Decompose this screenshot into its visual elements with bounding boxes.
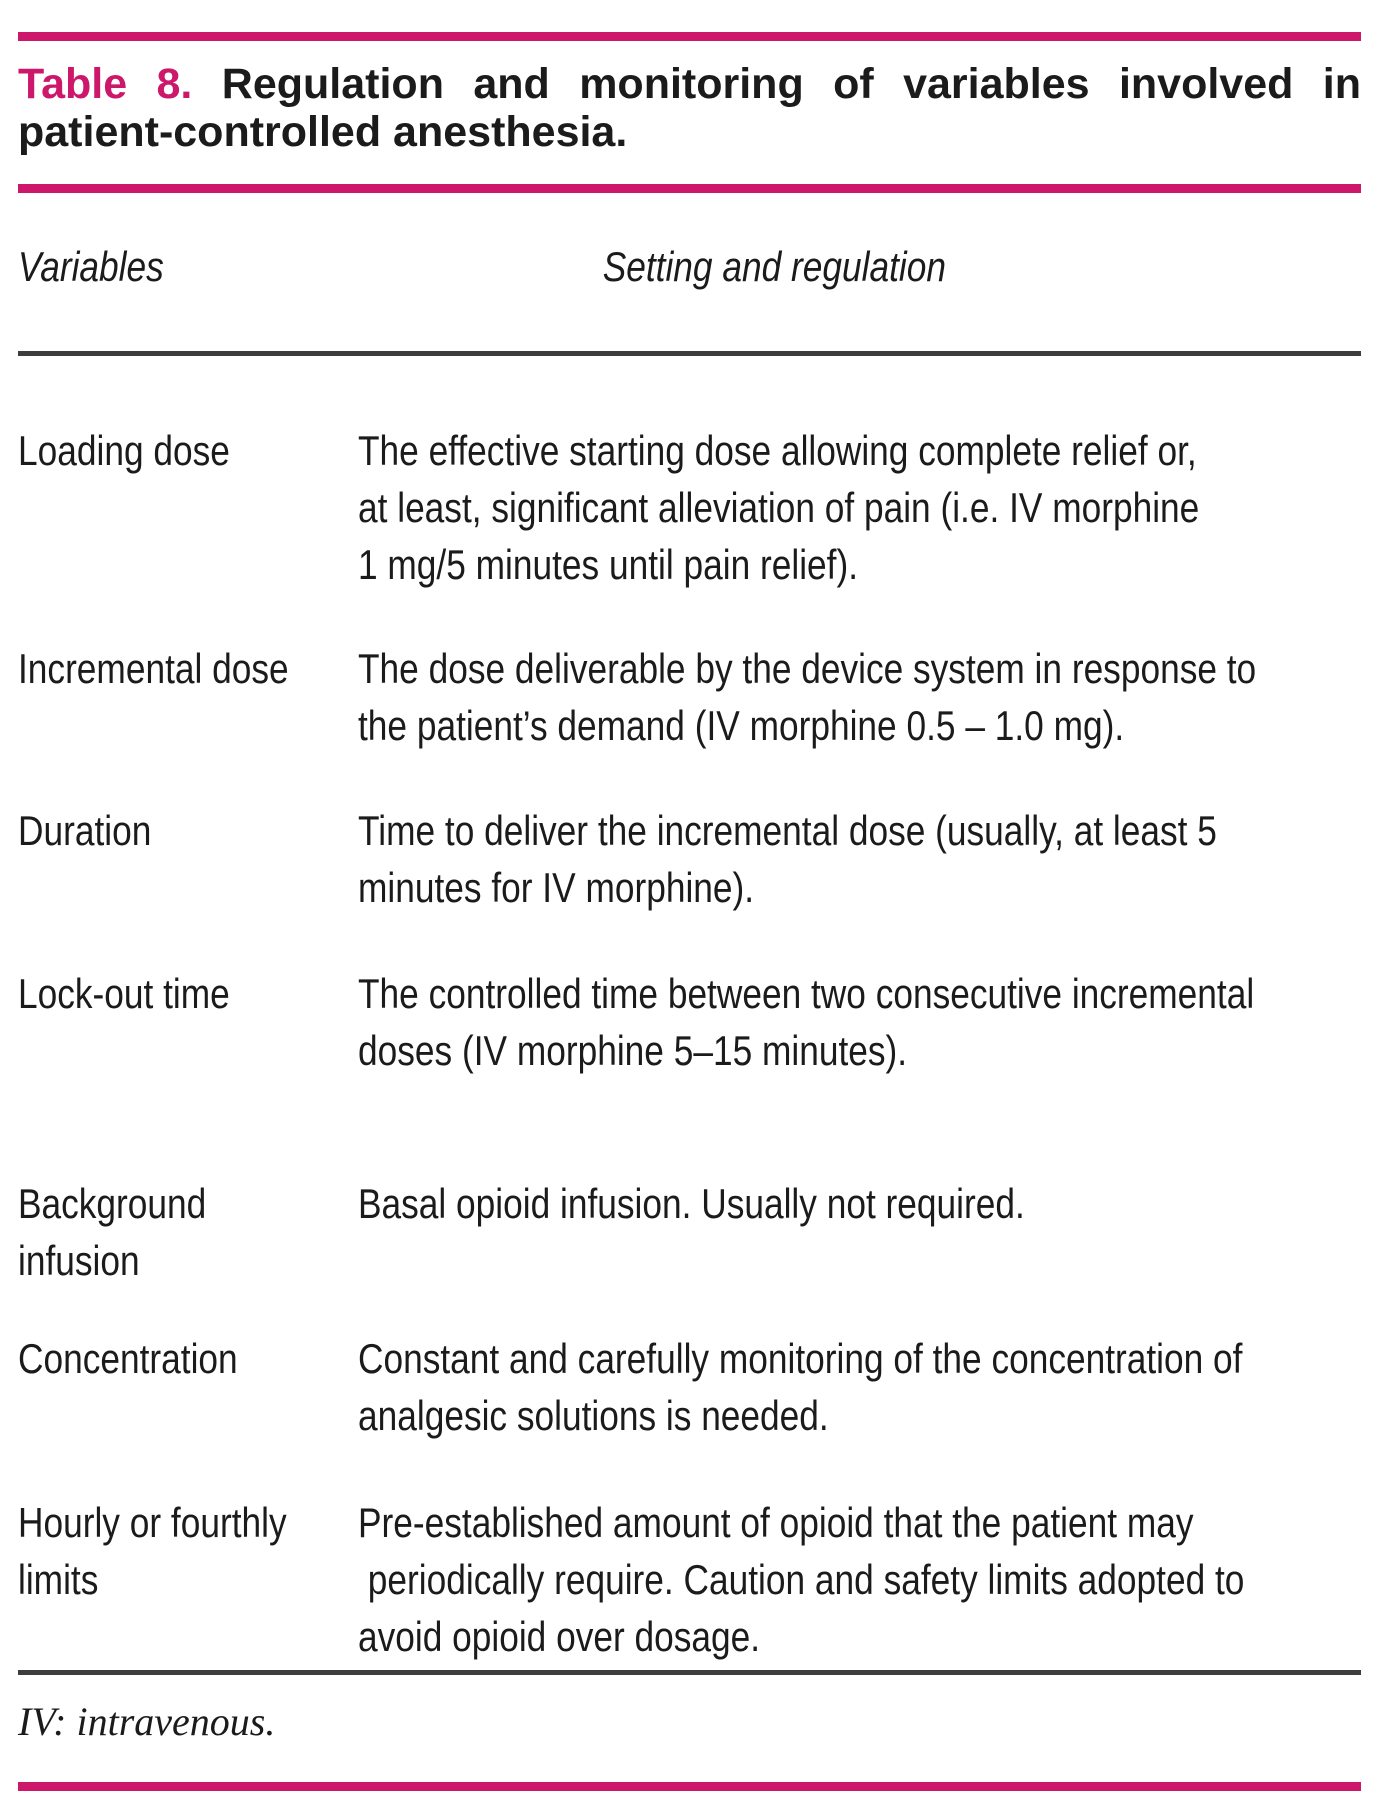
row-description [358,422,1361,593]
desc-line: Pre-established amount of opioid that the patient may [358,1499,1194,1546]
header-divider-rule [18,351,1361,356]
desc-line: analgesic solutions is needed. [358,1392,829,1439]
desc-line: periodically require. Caution and safety limits adopted to [358,1556,1245,1603]
caption-accent-bar [18,184,1361,193]
table-row [18,965,1361,1079]
desc-line: Time to deliver the incremental dose (usually, at least 5 [358,807,1217,854]
bottom-accent-bar [18,1782,1361,1791]
caption-title-part2: patient-controlled anesthesia. [18,108,628,156]
row-description [358,1175,1361,1289]
caption-line-2 [18,108,1361,156]
row-description [358,802,1379,916]
desc-line: Basal opioid infusion. Usually not required. [358,1180,1025,1227]
table-row [18,640,1361,754]
desc-line: 1 mg/5 minutes until pain relief). [358,541,859,588]
desc-line: doses (IV morphine 5–15 minutes). [358,1027,908,1074]
desc-line: avoid opioid over dosage. [358,1613,761,1660]
caption-label: Table 8. [18,60,193,108]
column-header-variables: Variables [18,243,164,290]
desc-line: The controlled time between two consecutive incremental [358,970,1255,1017]
desc-line: The effective starting dose allowing complete relief or, [358,427,1197,474]
column-header-setting: Setting and regulation [602,243,947,290]
desc-line: The dose deliverable by the device system in response to [358,645,1257,692]
row-description [358,1494,1379,1665]
row-term: Incremental dose [18,645,289,692]
row-term: Lock-out time [18,970,230,1017]
top-accent-bar [18,32,1361,41]
row-term: Concentration [18,1335,238,1382]
caption-line-1 [18,60,1361,108]
row-description [358,640,1379,754]
row-description [358,1330,1379,1444]
row-term: Loading dose [18,427,230,474]
row-term: Hourly or fourthly limits [18,1499,287,1603]
row-description [358,965,1379,1079]
paper-table-page [0,32,1379,1800]
desc-line: the patient’s demand (IV morphine 0.5 – 1.0 mg). [358,702,1125,749]
table-row [18,1330,1361,1444]
desc-line: minutes for IV morphine). [358,864,755,911]
row-term: Duration [18,807,152,854]
row-term: Background infusion [18,1180,207,1284]
column-headers [18,243,1361,291]
table-row [18,1175,1361,1289]
desc-line: at least, significant alleviation of pain (i.e. IV morphine [358,484,1200,531]
table-caption [18,60,1361,156]
table-row [18,422,1361,593]
desc-line: Constant and carefully monitoring of the concentration of [358,1335,1243,1382]
table-body [18,422,1361,1665]
table-row [18,1494,1361,1665]
footnote: IV: intravenous. [18,1699,276,1744]
table-row [18,802,1361,916]
caption-title-part1: Regulation and monitoring of variables involved in [221,60,1362,108]
footer-divider-rule [18,1670,1361,1675]
